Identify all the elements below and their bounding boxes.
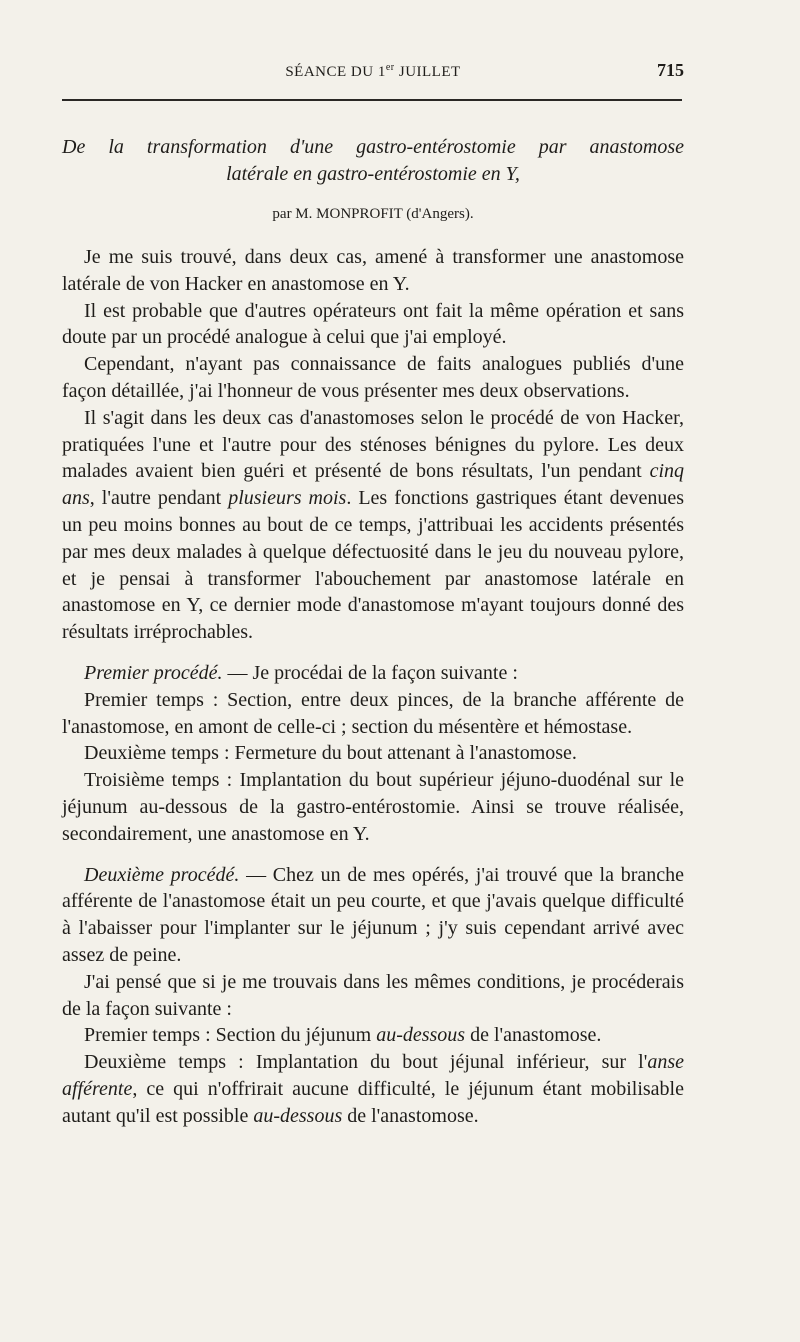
article-author: par M. MONPROFIT (d'Angers). — [272, 206, 474, 222]
paragraph — [62, 660, 684, 687]
paragraph — [62, 862, 684, 969]
paragraph-text: Deuxième temps : Implantation du bout jéjunal inférieur, sur l' — [84, 1051, 648, 1074]
paragraph-text: Il s'agit dans les deux cas d'anastomoses selon le procédé de von Hacker, pratiquées l'une et l'autre pour des sténoses bénignes du pylore. Les deux malades avaient bien guéri et présenté de bons résultats, l'un pendant — [62, 406, 684, 483]
paragraph-text: — Chez un de mes opérés, j'ai trouvé que la branche afférente de l'anastomose était un peu courte, et que j'avais quelque difficulté à l'abaisser pour l'implanter sur le jéjunum ; j'y suis cependant arrivé avec assez de peine. — [62, 863, 684, 966]
italic-text: Deuxième procédé. — [84, 863, 240, 886]
header-rule — [62, 99, 682, 101]
paragraph — [62, 298, 684, 352]
paragraph-text: de l'anastomose. — [342, 1104, 479, 1127]
running-title — [62, 62, 684, 81]
italic-text: cinq ans — [62, 460, 684, 510]
italic-text: anse afférente — [62, 1051, 684, 1100]
paragraph-text: Troisième temps : Implantation du bout supérieur jéjuno-duodénal sur le jéjunum au-dessous de la gastro-entérostomie. Ainsi se trouve réalisée, secondairement, une anastomose en Y. — [62, 769, 684, 845]
paragraph — [62, 1022, 684, 1049]
article-title-line-2: latérale en gastro-entérostomie en Y, — [226, 163, 520, 185]
paragraph-text: Premier temps : Section, entre deux pinces, de la branche afférente de l'anastomose, en amont de celle-ci ; section du mésentère et hémostase. — [62, 688, 684, 738]
italic-text: Premier procédé. — [84, 661, 223, 684]
article-body — [62, 244, 684, 1130]
paragraph-text: J'ai pensé que si je me trouvais dans les mêmes conditions, je procéderais de la façon suivante : — [62, 970, 684, 1020]
paragraph-text: Je me suis trouvé, dans deux cas, amené à transformer une anastomose latérale de von Hacker en anastomose en Y. — [62, 246, 684, 295]
article-title — [62, 134, 684, 188]
article-title-line-1: De la transformation d'une gastro-entérostomie par anastomose — [62, 136, 684, 158]
running-title-pre: SÉANCE DU 1 — [285, 64, 386, 80]
running-title-sup: er — [385, 62, 395, 73]
paragraph — [62, 1049, 684, 1129]
paragraph — [62, 969, 684, 1023]
paragraph-text: , ce qui n'offrirait aucune difficulté, le jéjunum étant mobilisable autant qu'il est possible — [62, 1077, 684, 1127]
paragraph-text: Premier temps : Section du jéjunum — [84, 1024, 377, 1047]
running-title-post: JUILLET — [394, 64, 461, 80]
italic-text: plusieurs mois — [228, 487, 347, 510]
paragraph — [62, 405, 684, 646]
paragraph — [62, 687, 684, 741]
paragraph — [62, 351, 684, 405]
page-number: 715 — [657, 60, 684, 80]
paragraph-text: Cependant, n'ayant pas connaissance de faits analogues publiés d'une façon détaillée, j'ai l'honneur de vous présenter mes deux observations. — [62, 353, 684, 402]
paragraph-text: , l'autre pendant — [89, 487, 229, 510]
paragraph-text: . Les fonctions gastriques étant devenues un peu moins bonnes au bout de ce temps, j'attribuai les accidents présentés par mes deux malades à quelque défectuosité dans le jeu du nouveau pylore, et je pensai à transformer l'abouchement par anastomose latérale en anastomose en Y, ce dernier mode d'anastomose m'ayant toujours donné des résultats irréprochables. — [62, 487, 684, 644]
italic-text: au-dessous — [376, 1024, 466, 1047]
paragraph-text: de l'anastomose. — [465, 1024, 602, 1047]
running-header — [62, 58, 684, 88]
paragraph-text: — Je procédai de la façon suivante : — [222, 661, 518, 684]
paragraph-text: Il est probable que d'autres opérateurs ont fait la même opération et sans doute par un procédé analogue à celui que j'ai employé. — [62, 299, 684, 349]
paragraph-text: Deuxième temps : Fermeture du bout attenant à l'anastomose. — [84, 742, 577, 765]
italic-text: au-dessous — [253, 1104, 343, 1127]
paragraph — [62, 767, 684, 847]
paragraph — [62, 244, 684, 298]
paragraph — [62, 740, 684, 767]
